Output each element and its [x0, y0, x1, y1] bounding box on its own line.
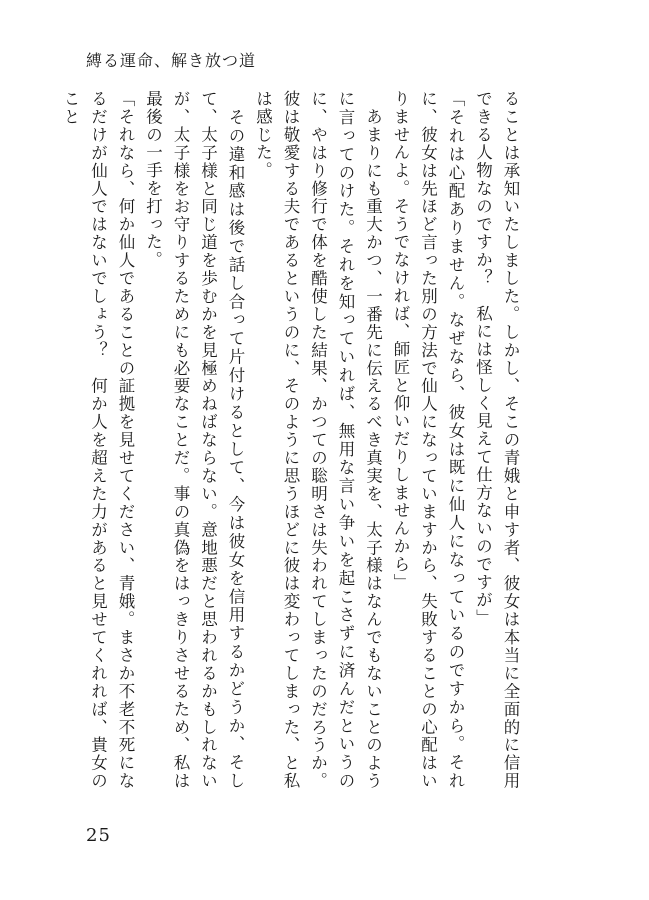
paragraph: あまりにも重大かつ、一番先に伝えるべき真実を、太子様はなんでもないことのように言ってのけた。それを知っていれば、無用な言い争いを起こさずに済んだというのに、やはり修行で体を酷使した結果、かつての聡明さは失われてしまったのだろうか。彼は敬愛する夫であるというのに、そのように思うほどに彼は変わってしまった、と私は感じた。: [253, 90, 383, 790]
paragraph: ることは承知いたしました。しかし、そこの青娥と申す者、彼女は本当に全面的に信用できる人物なのですか？ 私には怪しく見えて仕方ないのですが」: [473, 90, 520, 790]
paragraph: その違和感は後で話し合って片付けるとして、今は彼女を信用するかどうか、そして、太子様と同じ道を歩むかを見極めねばならない。意地悪だと思われるかもしれないが、太子様をお守りするためにも必要なことだ。事の真偽をはっきりさせるため、私は最後の一手を打った。: [143, 90, 245, 790]
chapter-title: 縛る運命、解き放つ道: [86, 51, 257, 70]
page-number: 25: [86, 825, 111, 846]
paragraph: 「それなら、何か仙人であることの証拠を見せてください、青娥。まさか不老不死になるだけが仙人ではないでしょう？ 何か人を超えた力があると見せてくれれば、貴女のこと: [61, 90, 135, 790]
paragraph: 「それは心配ありません。なぜなら、彼女は既に仙人になっているのですから。それに、彼女は先ほど言った別の方法で仙人になっていますから、失敗することの心配はいりませんよ。そうでなければ、師匠と仰いだりしませんから」: [391, 90, 465, 790]
body-text: [61, 90, 524, 790]
